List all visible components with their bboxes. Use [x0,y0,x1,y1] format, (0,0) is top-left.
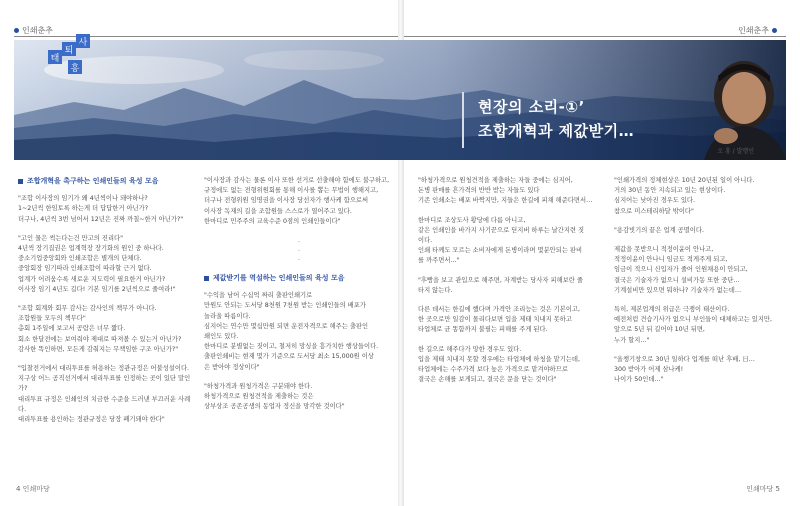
tag-char: 퇴 [62,42,76,56]
header-rule [14,36,398,37]
quote-block: "고인 물은 썩는다는건 만고의 진리다" 4년씩 장기집권은 업계혁장 장기화의 원인 중 하나다. 중소기업중앙회와 인쇄조합은 별개의 단체다. 중앙회장 임기따라 인쇄조합이 따라할 근거 없다. 업계가 어려움수록 새로운 지도력이 필요한거 아닌가? 이사장 임기 4년도 길다! 기본 임기를 2년씩으로 줄여라!" [18,234,176,293]
page-footer-right: 인쇄마당 5 [746,485,780,493]
quote-block: "용감빗기의 끝은 업계 공멸이다. [614,226,704,234]
quote-block: 특히, 제본업계의 위급은 극쟁이 태산이다. 예전처럼 견습기사가 없으니 부인들이 대체하고는 있지만, 앞으로 5년 뒤 길어야 10년 뒤면, 누가 할지…" [614,306,772,344]
tag-char: 사 [76,34,90,48]
column-3 [418,176,604,394]
quote-block: 한 길으로 해주다가 망한 경우도 있다. 입을 제태 치내지 못할 경우에는 타업체에 하청을 맡기는데, 타업체에는 수주가격 보다 높은 가격으로 맡겨야하므로 결국은 손해를 보게되고, 결국은 문을 닫는 것이다" [418,345,580,384]
photo-credit: 오 홍 / 발행인 [717,148,754,155]
column-4 [614,176,794,394]
quote-block: "하청가격과 원청가격은 구분돼야 한다. 하청가격으로 원청견적을 제출하는 것은 상부상조 공존공생의 동업자 정신을 망각한 것이다" [204,382,345,411]
header-right-label: 인쇄춘추 [738,26,769,35]
quote-block: 다른 데서는 한길에 했다며 가격안 조리능는 것은 기본이고, 한 곳으로만 일감이 몰리다보면 입을 제태 치내지 못하고 타업체로 균 똥함까지 불필는 피해를 주게 된다. [418,306,580,334]
quote-block: "올챙기창으로 30년 일하다 업계를 떠난 후배, 日… 300 받아가 어제 삼나케! 나이가 50인데…" [614,355,755,384]
quote-block: 제값을 못받으니 적정이윤이 안나고, 적정이윤이 안나니 임금도 적게주게 되고, 임금이 적으니 신입자가 줄어 인원채용이 안되고, 결국은 기술자가 없으니 설비가동 또한 중단… 기계설비만 있으면 뭐하나? 기술자가 없는데… [614,246,748,294]
article-title [462,92,692,148]
quote-block: 한마디로 조상도사 황당에 다름 아니고, 같은 인쇄인을 바가지 사기꾼으로 딛지버 하루는 날간지련 짓 이다. 인쇄 타께도 모르는 소비자에게 돈병이라며 몇분안되는 판비 를 까주면서…" [418,216,585,265]
section-heading: 조합개혁을 촉구하는 인쇄인들의 육성 모음 [18,176,198,186]
quote-block: "입찰전거에서 대리투표를 허용하는 정관규정은 어불성설이다. 지구상 어느 공직선거에서 대리투표를 인정하는 곳이 있단 말인가? 대리투표 규정은 인쇄인의 치금한 수준을 드러낸 부끄러운 사례다. 대리투표를 용인하는 정관규정은 당장 폐기돼야 한다" [18,365,191,424]
tag-char: 흥 [68,60,82,74]
tag-char: 태 [48,50,62,64]
bullet-icon [14,28,19,33]
header-rule [404,36,786,37]
square-bullet-icon [18,179,23,184]
quote-block: "조합 이사장의 임기가 왜 4년씩이나 돼야하나? 1~2년씩 한임토록 하는게 더 답답한거 아닌가? 더구나, 4년씩 3번 넘어서 12년은 진짜 까칠~한거 아닌가?" [18,195,184,223]
column-1 [18,176,198,434]
header-right [738,25,777,36]
quote-block: "인쇄가격의 정체현상은 10년 20년된 일이 아니다. 거의 30년 동안 지속되고 있는 현상이다. 심지어는 낮아진 경우도 있다. 참으로 미스테리하달 밖이다" [614,177,755,215]
vertical-dots: . . . [297,237,300,263]
quote-block: "수익을 남어 수십억 짜리 출판인쇄기로 만원도 안되는 도서당 8천원 7천원 받는 인쇄인들의 배포가 놀라울 따름이다. 심지어는 연수만 몇십만원 되면 운전자격으로 해주는 출판인 쇄인도 있다. 한마디로 분별없는 짓이고, 철저히 망싱을 흥가치한 행상들이다. 출판인쇄비는 현재 몇가 기준으로 도서당 최소 15,000원 이상 은 받아야 정상이다" [204,292,379,371]
header-left [14,25,53,36]
section-heading: 제값받기를 역설하는 인쇄인들의 육성 모음 [204,273,394,283]
square-bullet-icon [204,276,209,281]
quote-block: "하청가격으로 원청견적을 제출하는 자들 중에는 심지어, 돈병 판매를 흔가격의 반반 받는 자들도 있다 기존 인쇄소는 배포 바짝지만, 지들은 한길에 피채 해준다면서… [418,177,593,205]
quote-block: "이사장과 감사는 물론 이사 또한 선거로 선출해야 함에도 불구하고, 규정에도 없는 전형위원회를 통해 이사를 뽑는 무법이 행해지고, 더구나 전형위원 임명권을 이사장 당선자가 행사케 함으로써 이사장 독재의 길을 조합원들 스스로가 열어주고 있다. 한마디로 민주주의 교육수준 0점의 인쇄인들이다" [204,177,390,225]
quote-block: "조합 회계와 회무 감사는 감사인의 책무가 아니다. 조합원들 모두의 책무다" 총회 1주일에 보고서 공람은 너무 짧다. 회소 한달전에는 보여줘야 제대로 따져볼 수 있는거 아닌가? 감사한 똑인하면, 모든게 감춰지는 무책임한 구조 아닌가?" [18,305,182,353]
title-line-2: 조합개혁과 제값받기… [478,122,635,140]
column-2 [204,176,394,421]
bullet-icon [772,28,777,33]
section-tag [48,37,98,90]
title-line-1: 현장의 소리-①’ [478,98,585,116]
header-left-label: 인쇄춘추 [22,26,53,35]
quote-block: "후빵을 보고 관입으로 해주면, 자계받는 당사자 피해보란 줄 타지 않는다. [418,276,583,294]
page-footer-left: 4 인쇄마당 [16,485,50,493]
